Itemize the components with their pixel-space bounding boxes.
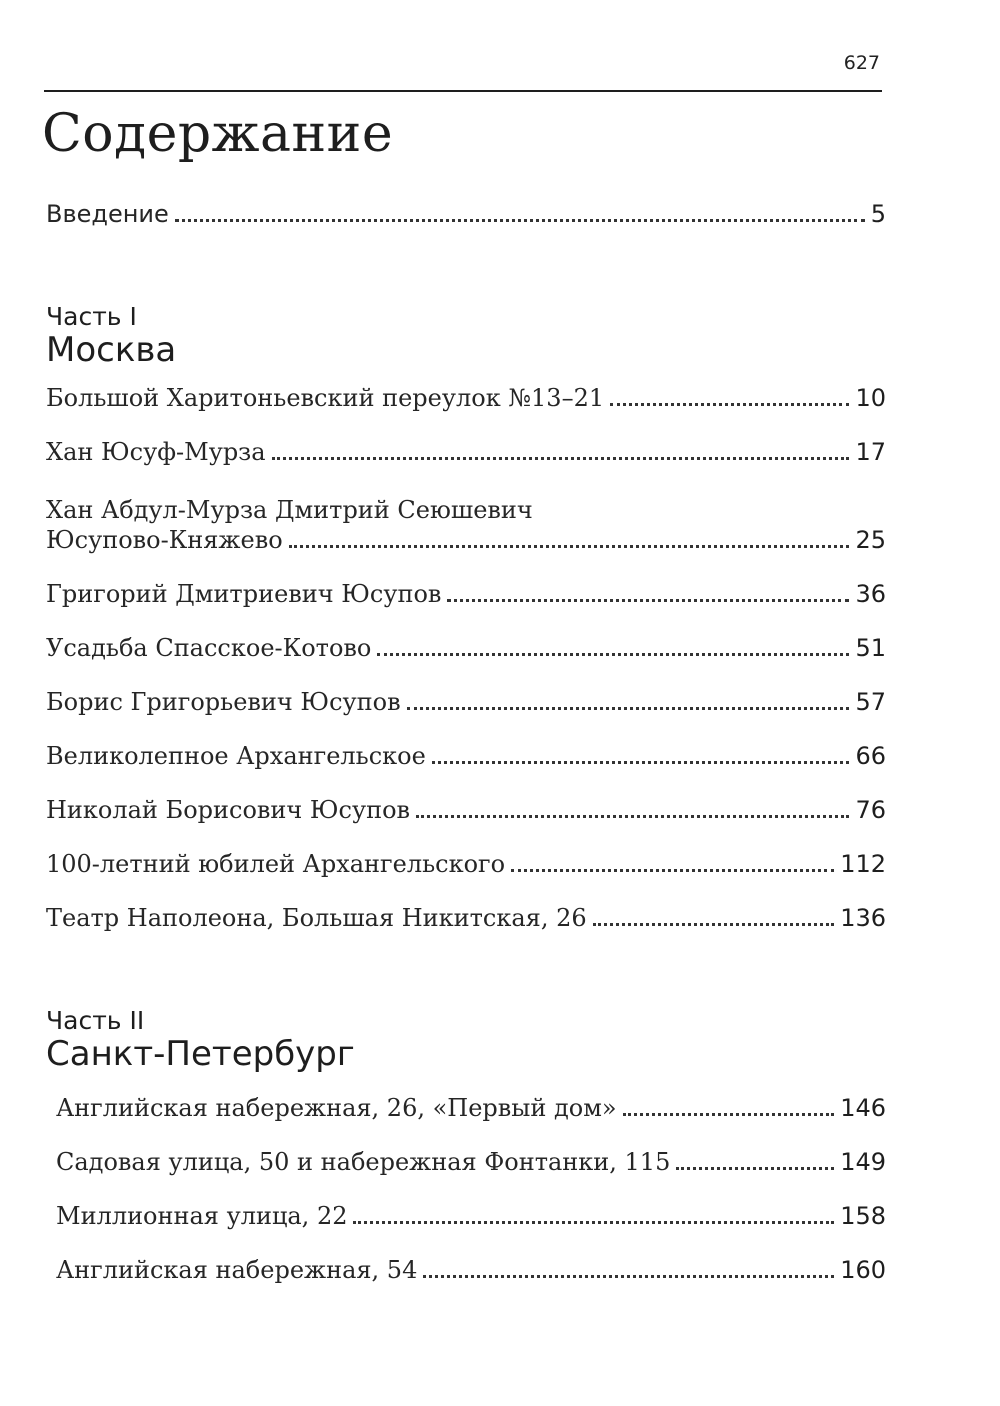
dot-leader: [593, 923, 835, 926]
toc-entry-label: 100-летний юбилей Архангельского: [46, 850, 506, 878]
toc-entry[interactable]: [46, 580, 886, 608]
toc-entry-page: 112: [840, 850, 886, 878]
toc-entry[interactable]: [46, 742, 886, 770]
toc-entry-label: Борис Григорьевич Юсупов: [46, 688, 401, 716]
dot-leader: [447, 599, 849, 602]
toc-entry-label: Юсупово-Княжево: [46, 526, 283, 554]
header-rule: [44, 90, 882, 92]
toc-entry-page: 36: [855, 580, 886, 608]
toc-entry-page: 160: [840, 1256, 886, 1284]
toc-entry-line1: Хан Абдул-Мурза Дмитрий Сеюшевич: [46, 496, 533, 524]
part-label: Часть II: [46, 1006, 145, 1035]
toc-entry-label: Английская набережная, 26, «Первый дом»: [56, 1094, 617, 1122]
toc-entry-page: 25: [855, 526, 886, 554]
toc-entry[interactable]: [56, 1148, 886, 1176]
page-number: 627: [843, 52, 880, 74]
toc-entry-page: 146: [840, 1094, 886, 1122]
toc-entry-label: Усадьба Спасское-Котово: [46, 634, 372, 662]
toc-entry-label: Николай Борисович Юсупов: [46, 796, 411, 824]
toc-entry-label: Театр Наполеона, Большая Никитская, 26: [46, 904, 587, 932]
toc-entry-page: 10: [855, 384, 886, 412]
dot-leader: [289, 545, 850, 548]
toc-entry[interactable]: [46, 384, 886, 412]
toc-entry[interactable]: [46, 438, 886, 466]
toc-entry-intro[interactable]: [46, 200, 886, 228]
page-title: Содержание: [42, 104, 394, 164]
toc-entry-label: Введение: [46, 200, 169, 228]
toc-entry-page: 136: [840, 904, 886, 932]
dot-leader: [623, 1113, 835, 1116]
toc-entry[interactable]: [46, 634, 886, 662]
toc-entry-page: 76: [855, 796, 886, 824]
dot-leader: [272, 457, 850, 460]
toc-entry-label: Садовая улица, 50 и набережная Фонтанки, 115: [56, 1148, 671, 1176]
dot-leader: [377, 653, 849, 656]
dot-leader: [610, 403, 849, 406]
toc-entry-page: 57: [855, 688, 886, 716]
part-title: Москва: [46, 330, 177, 370]
toc-entry[interactable]: [46, 904, 886, 932]
dot-leader: [432, 761, 850, 764]
toc-entry[interactable]: [56, 1256, 886, 1284]
toc-entry[interactable]: [56, 1202, 886, 1230]
toc-entry-page: 5: [870, 200, 886, 228]
toc-entry-label: Большой Харитоньевский переулок №13–21: [46, 384, 605, 412]
part-label: Часть I: [46, 302, 137, 331]
toc-entry-label: Хан Юсуф-Мурза: [46, 438, 266, 466]
toc-entry-label: Великолепное Архангельское: [46, 742, 426, 770]
toc-entry[interactable]: [46, 850, 886, 878]
toc-entry-page: 17: [855, 438, 886, 466]
dot-leader: [676, 1167, 834, 1170]
toc-entry-label: Миллионная улица, 22: [56, 1202, 348, 1230]
toc-entry-page: 66: [855, 742, 886, 770]
dot-leader: [175, 219, 865, 222]
dot-leader: [511, 869, 834, 872]
toc-entry[interactable]: [46, 526, 886, 554]
dot-leader: [416, 815, 849, 818]
dot-leader: [423, 1275, 834, 1278]
toc-entry-page: 51: [855, 634, 886, 662]
toc-entry[interactable]: [46, 688, 886, 716]
toc-entry[interactable]: [56, 1094, 886, 1122]
dot-leader: [407, 707, 850, 710]
toc-entry-page: 149: [840, 1148, 886, 1176]
dot-leader: [353, 1221, 834, 1224]
toc-entry-page: 158: [840, 1202, 886, 1230]
part-title: Санкт-Петербург: [46, 1034, 355, 1074]
toc-entry-label: Английская набережная, 54: [56, 1256, 418, 1284]
toc-entry[interactable]: [46, 796, 886, 824]
toc-entry-label: Григорий Дмитриевич Юсупов: [46, 580, 442, 608]
